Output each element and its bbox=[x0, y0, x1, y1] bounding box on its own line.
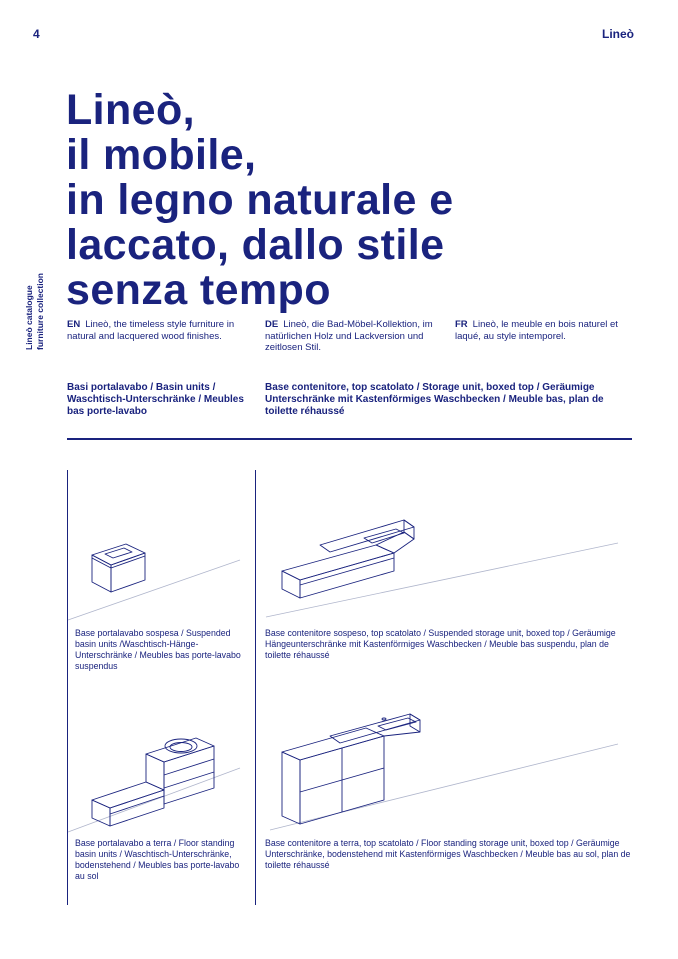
page-headline bbox=[66, 88, 626, 313]
headline-line: il mobile, bbox=[66, 131, 257, 179]
floor-storage-unit-illustration bbox=[256, 710, 636, 835]
intro-english bbox=[67, 319, 247, 342]
intro-french bbox=[455, 319, 635, 342]
side-label-line2: furniture collection bbox=[35, 273, 45, 350]
headline-line: Lineò, bbox=[66, 86, 196, 134]
headline-line: in legno naturale e bbox=[66, 176, 454, 224]
caption-floor-storage: Base contenitore a terra, top scatolato / Floor standing storage unit, boxed top / Geräumige Unterschränke, bodenstehend mit Kastenförmiges Waschbecken / Meuble bas au sol, plan de toilette réhaussé bbox=[265, 838, 631, 870]
language-code: EN bbox=[67, 319, 81, 330]
intro-german bbox=[265, 319, 445, 354]
intro-text: Lineò, die Bad-Möbel-Kollektion, im natürlichen Holz und Lackversion und zeitlosen Stil. bbox=[265, 319, 433, 353]
headline-line: laccato, dallo stile bbox=[66, 221, 445, 269]
headline-line: senza tempo bbox=[66, 266, 331, 314]
side-label-line1: Lineò catalogue bbox=[24, 285, 34, 350]
page-number: 4 bbox=[33, 27, 40, 41]
language-code: DE bbox=[265, 319, 279, 330]
language-code: FR bbox=[455, 319, 468, 330]
caption-floor-basin: Base portalavabo a terra / Floor standing basin units / Waschtisch-Unterschränke, bodenstehend / Meubles bas porte-lavabo au sol bbox=[75, 838, 240, 881]
brand-name: Lineò bbox=[602, 27, 634, 41]
intro-text: Lineò, le meuble en bois naturel et laqué, au style intemporel. bbox=[455, 319, 618, 342]
intro-text: Lineò, the timeless style furniture in natural and lacquered wood finishes. bbox=[67, 319, 235, 342]
caption-suspended-basin: Base portalavabo sospesa / Suspended basin units /Waschtisch-Hänge-Unterschränke / Meubles bas porte-lavabo suspendus bbox=[75, 628, 241, 671]
caption-suspended-storage: Base contenitore sospeso, top scatolato / Suspended storage unit, boxed top / Geräumige Hängeunterschränke mit Kastenförmiges Waschbecken / Meuble bas suspendu, plan de toilette réhaussé bbox=[265, 628, 616, 660]
suspended-basin-unit-illustration bbox=[68, 520, 254, 625]
section-title-storage-units: Base contenitore, top scatolato / Storage unit, boxed top / Geräumige Unterschränke mit Kastenförmiges Waschbecken / Meuble bas, plan de toilette réhaussé bbox=[265, 382, 604, 417]
horizontal-divider bbox=[67, 438, 632, 440]
section-title-basin-units: Basi portalavabo / Basin units / Waschtisch-Unterschränke / Meubles bas porte-lavabo bbox=[67, 382, 244, 417]
side-label bbox=[24, 230, 46, 350]
floor-basin-unit-illustration bbox=[68, 730, 254, 835]
suspended-storage-unit-illustration bbox=[256, 505, 636, 625]
